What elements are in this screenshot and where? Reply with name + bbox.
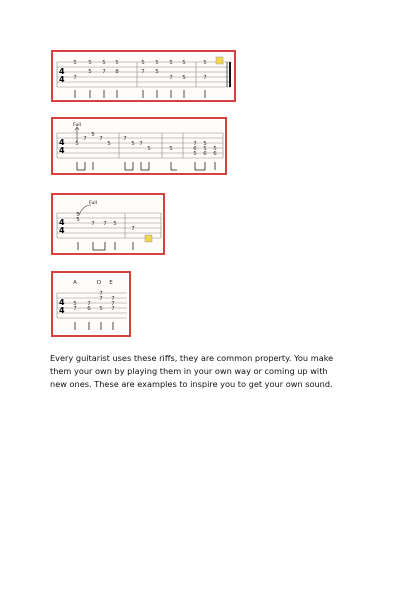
fret-number: 5 — [203, 60, 207, 66]
fret-number: 7 — [99, 296, 103, 302]
fret-number: 5 — [73, 301, 77, 307]
fret-number: 7 — [99, 291, 103, 297]
fret-number: 5 — [203, 141, 207, 147]
fret-number: 6 — [213, 151, 217, 157]
fret-number: 7 — [99, 136, 103, 142]
svg-text:4: 4 — [59, 75, 65, 84]
cursor-marker — [216, 57, 223, 64]
fret-number: 5 — [91, 132, 95, 138]
fret-number: 7 — [203, 75, 207, 81]
fret-number: 5 — [182, 60, 186, 66]
fret-number: 7 — [102, 69, 106, 75]
tab-example-1 — [51, 50, 236, 102]
fret-number: 5 — [155, 69, 159, 75]
bend-label: Full — [73, 123, 81, 128]
fret-number: 5 — [155, 60, 159, 66]
fret-number: 5 — [213, 146, 217, 152]
fret-number: 5 — [73, 60, 77, 66]
fret-number: 7 — [169, 75, 173, 81]
fret-number: 7 — [139, 141, 143, 147]
fret-number: 6 — [193, 146, 197, 152]
fret-number: 5 — [182, 75, 186, 81]
fret-number: 7 — [111, 306, 115, 312]
cursor-marker — [145, 235, 152, 242]
fret-number: 8 — [115, 69, 119, 75]
tab-example-2 — [51, 117, 227, 175]
fret-number: 5 — [76, 212, 80, 218]
chord-name: A — [73, 280, 77, 286]
time-sig: 4 — [59, 218, 65, 227]
chord-name: E — [109, 280, 113, 286]
fret-number: 5 — [147, 146, 151, 152]
fret-number: 5 — [102, 60, 106, 66]
fret-number: 7 — [111, 296, 115, 302]
svg-text:4: 4 — [59, 306, 65, 315]
fret-number: 7 — [131, 226, 135, 232]
fret-number: 5 — [99, 306, 103, 312]
time-sig: 4 — [59, 138, 65, 147]
fret-number: 5 — [115, 60, 119, 66]
fret-number: 7 — [73, 306, 77, 312]
paragraph-line: new ones. These are examples to inspire you to get your own sound. — [50, 379, 333, 389]
paragraph-line: them your own by playing them in your own way or coming up with — [50, 366, 328, 376]
fret-number: 7 — [87, 301, 91, 307]
tab-staff-1 — [53, 52, 234, 100]
fret-number: 5 — [75, 141, 79, 147]
tab-staff-4 — [53, 273, 129, 335]
fret-number: 5 — [203, 146, 207, 152]
fret-number: 7 — [123, 136, 127, 142]
tab-example-3 — [51, 193, 165, 255]
svg-text:4: 4 — [59, 146, 65, 155]
bend-arrow-icon — [75, 127, 79, 142]
fret-number: 5 — [76, 217, 80, 223]
fret-number: 5 — [107, 141, 111, 147]
paragraph-line: Every guitarist uses these riffs, they are common property. You make — [50, 353, 334, 363]
time-sig: 4 — [59, 67, 65, 76]
fret-number: 5 — [169, 60, 173, 66]
tab-example-4 — [51, 271, 131, 337]
fret-number: 7 — [111, 301, 115, 307]
fret-number: 5 — [141, 60, 145, 66]
fret-number: 7 — [193, 141, 197, 147]
fret-number: 7 — [73, 75, 77, 81]
description-paragraph — [50, 352, 370, 391]
fret-number: 6 — [203, 151, 207, 157]
fret-number: 6 — [87, 306, 91, 312]
time-sig: 4 — [59, 298, 65, 307]
fret-number: 5 — [88, 69, 92, 75]
fret-number: 5 — [193, 151, 197, 157]
bend-arrow-icon — [79, 205, 91, 215]
fret-number: 5 — [169, 146, 173, 152]
chord-name: D — [96, 280, 102, 286]
fret-number: 7 — [91, 221, 95, 227]
svg-text:4: 4 — [59, 226, 65, 235]
tab-staff-2 — [53, 119, 225, 173]
fret-number: 7 — [83, 136, 87, 142]
fret-number: 7 — [141, 69, 145, 75]
fret-number: 5 — [88, 60, 92, 66]
fret-number: 5 — [131, 141, 135, 147]
fret-number: 5 — [113, 221, 117, 227]
fret-number: 7 — [103, 221, 107, 227]
tab-staff-3 — [53, 195, 163, 253]
bend-label: Full — [89, 201, 97, 206]
